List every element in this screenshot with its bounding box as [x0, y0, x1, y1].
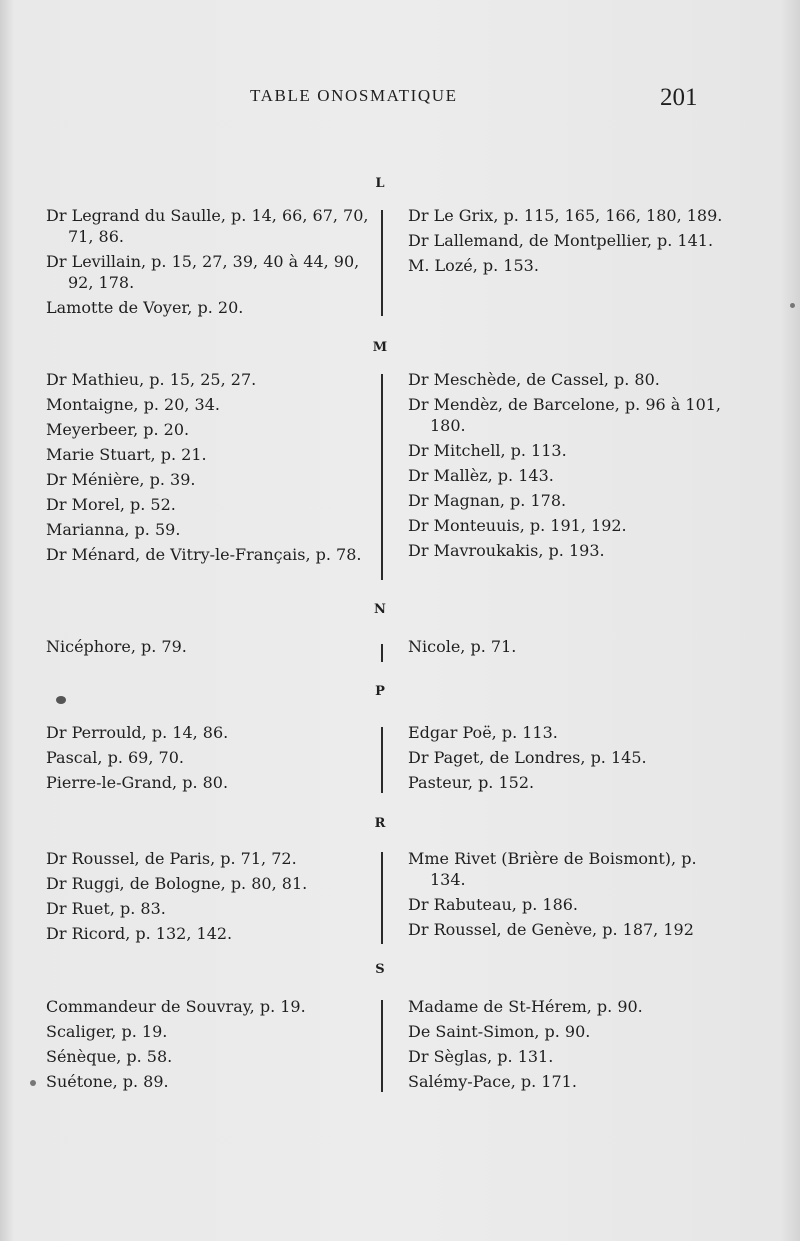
column-divider: [381, 210, 383, 316]
index-entry: Scaliger, p. 19.: [46, 1022, 168, 1041]
index-entry: Commandeur de Souvray, p. 19.: [46, 997, 306, 1016]
ink-speck: [790, 303, 795, 308]
index-entry: Dr Ruggi, de Bologne, p. 80, 81.: [46, 874, 308, 893]
section-r-left-column: [46, 848, 386, 948]
section-r-right-column: [408, 848, 728, 944]
index-entry: Pasteur, p. 152.: [408, 773, 535, 792]
index-entry: Dr Legrand du Saulle, p. 14, 66, 67, 70, 71, 86.: [46, 206, 369, 246]
section-n-right-column: [408, 636, 728, 661]
index-entry: De Saint-Simon, p. 90.: [408, 1022, 591, 1041]
index-entry: Nicole, p. 71.: [408, 637, 517, 656]
running-title: TABLE ONOSMATIQUE: [250, 86, 458, 105]
index-entry: Marianna, p. 59.: [46, 520, 181, 539]
index-entry: Mme Rivet (Brière de Boismont), p. 134.: [408, 849, 697, 889]
index-entry: Dr Levillain, p. 15, 27, 39, 40 à 44, 90, 92, 178.: [46, 252, 360, 292]
section-n-left-column: [46, 636, 386, 661]
section-s-left-column: [46, 996, 386, 1096]
section-l-right-column: [408, 205, 728, 280]
index-entry: Dr Morel, p. 52.: [46, 495, 176, 514]
index-entry: Dr Magnan, p. 178.: [408, 491, 567, 510]
index-entry: Dr Sèglas, p. 131.: [408, 1047, 554, 1066]
index-entry: Dr Mendèz, de Barcelone, p. 96 à 101, 180.: [408, 395, 722, 435]
section-p-left-column: [46, 722, 386, 797]
column-divider: [381, 727, 383, 793]
index-entry: Pascal, p. 69, 70.: [46, 748, 184, 767]
index-entry: Madame de St-Hérem, p. 90.: [408, 997, 643, 1016]
column-divider: [381, 1000, 383, 1092]
index-entry: Marie Stuart, p. 21.: [46, 445, 207, 464]
page-number: 201: [660, 84, 698, 111]
index-entry: Dr Paget, de Londres, p. 145.: [408, 748, 647, 767]
index-entry: Sénèque, p. 58.: [46, 1047, 173, 1066]
section-l-left-column: [46, 205, 386, 322]
section-s-right-column: [408, 996, 728, 1096]
section-letter-l: L: [375, 176, 385, 191]
index-entry: Nicéphore, p. 79.: [46, 637, 187, 656]
index-entry: M. Lozé, p. 153.: [408, 256, 539, 275]
column-divider: [381, 852, 383, 944]
section-letter-m: M: [372, 340, 388, 355]
ink-speck: [56, 696, 66, 704]
index-entry: Dr Lallemand, de Montpellier, p. 141.: [408, 231, 714, 250]
index-entry: Dr Ruet, p. 83.: [46, 899, 166, 918]
ink-speck: [30, 1080, 36, 1086]
index-entry: Montaigne, p. 20, 34.: [46, 395, 220, 414]
index-entry: Salémy-Pace, p. 171.: [408, 1072, 577, 1091]
index-entry: Dr Ricord, p. 132, 142.: [46, 924, 233, 943]
section-letter-s: S: [375, 962, 385, 977]
index-entry: Meyerbeer, p. 20.: [46, 420, 190, 439]
index-entry: Dr Mitchell, p. 113.: [408, 441, 567, 460]
index-entry: Pierre-le-Grand, p. 80.: [46, 773, 229, 792]
index-entry: Dr Le Grix, p. 115, 165, 166, 180, 189.: [408, 206, 723, 225]
section-m-right-column: [408, 369, 728, 565]
index-entry: Dr Perrould, p. 14, 86.: [46, 723, 229, 742]
index-entry: Dr Monteuuis, p. 191, 192.: [408, 516, 627, 535]
index-entry: Dr Mallèz, p. 143.: [408, 466, 554, 485]
section-p-right-column: [408, 722, 728, 797]
index-entry: Dr Ménière, p. 39.: [46, 470, 196, 489]
section-letter-n: N: [374, 602, 386, 617]
column-divider: [381, 644, 383, 662]
section-letter-p: P: [375, 684, 385, 699]
index-entry: Dr Meschède, de Cassel, p. 80.: [408, 370, 660, 389]
index-entry: Dr Ménard, de Vitry-le-Français, p. 78.: [46, 545, 362, 564]
index-entry: Dr Roussel, de Paris, p. 71, 72.: [46, 849, 297, 868]
index-entry: Edgar Poë, p. 113.: [408, 723, 558, 742]
column-divider: [381, 374, 383, 580]
index-entry: Dr Rabuteau, p. 186.: [408, 895, 579, 914]
page-header: [0, 84, 800, 124]
section-m-left-column: [46, 369, 386, 569]
index-entry: Dr Mavroukakis, p. 193.: [408, 541, 605, 560]
index-entry: Lamotte de Voyer, p. 20.: [46, 298, 244, 317]
index-entry: Suétone, p. 89.: [46, 1072, 169, 1091]
index-entry: Dr Roussel, de Genève, p. 187, 192: [408, 920, 694, 939]
section-letter-r: R: [374, 816, 386, 831]
index-entry: Dr Mathieu, p. 15, 25, 27.: [46, 370, 257, 389]
